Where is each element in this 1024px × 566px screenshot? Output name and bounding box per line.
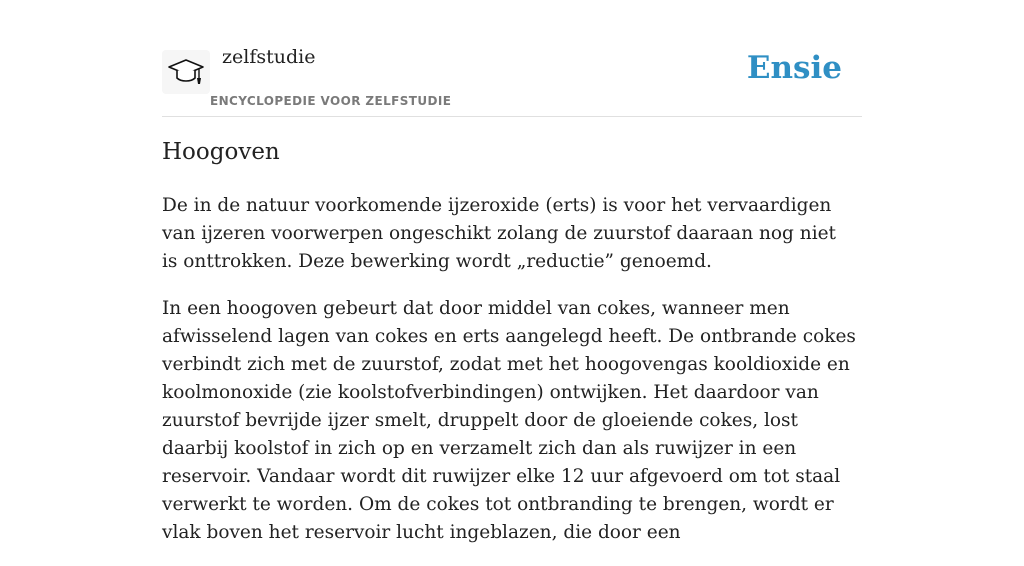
site-tagline: ENCYCLOPEDIE VOOR ZELFSTUDIE — [210, 94, 452, 108]
article-paragraph: De in de natuur voorkomende ijzeroxide (erts) is voor het vervaardigen van ijzeren voorwerpen ongeschikt zolang de zuurstof daaraan nog niet is onttrokken. Deze bewerking wordt „reductie” genoemd. — [162, 195, 836, 272]
article-paragraph: In een hoogoven gebeurt dat door middel van cokes, wanneer men afwisselend lagen van cokes en erts aangelegd heeft. De ontbrande cokes verbindt zich met de zuurstof, zodat met het hoogovengas kooldioxide en koolmonoxide (zie koolstofverbindingen) ontwijken. Het daardoor van zuurstof bevrijde ijzer smelt, druppelt door de gloeiende cokes, lost daarbij koolstof in zich op en verzamelt zich dan als ruwijzer in een reservoir. Vandaar wordt dit ruwijzer elke 12 uur afgevoerd om tot staal verwerkt te worden. Om de cokes tot ontbranding te brengen, wordt er vlak boven het reservoir lucht ingeblazen, die door een — [162, 298, 856, 543]
brand-logo[interactable]: Ensie — [746, 50, 842, 86]
article-title: Hoogoven — [162, 139, 280, 165]
graduation-cap-icon — [168, 58, 204, 88]
article-body — [162, 192, 856, 566]
site-logo[interactable] — [162, 50, 210, 94]
site-header — [162, 0, 862, 117]
site-name[interactable]: zelfstudie — [222, 46, 316, 68]
